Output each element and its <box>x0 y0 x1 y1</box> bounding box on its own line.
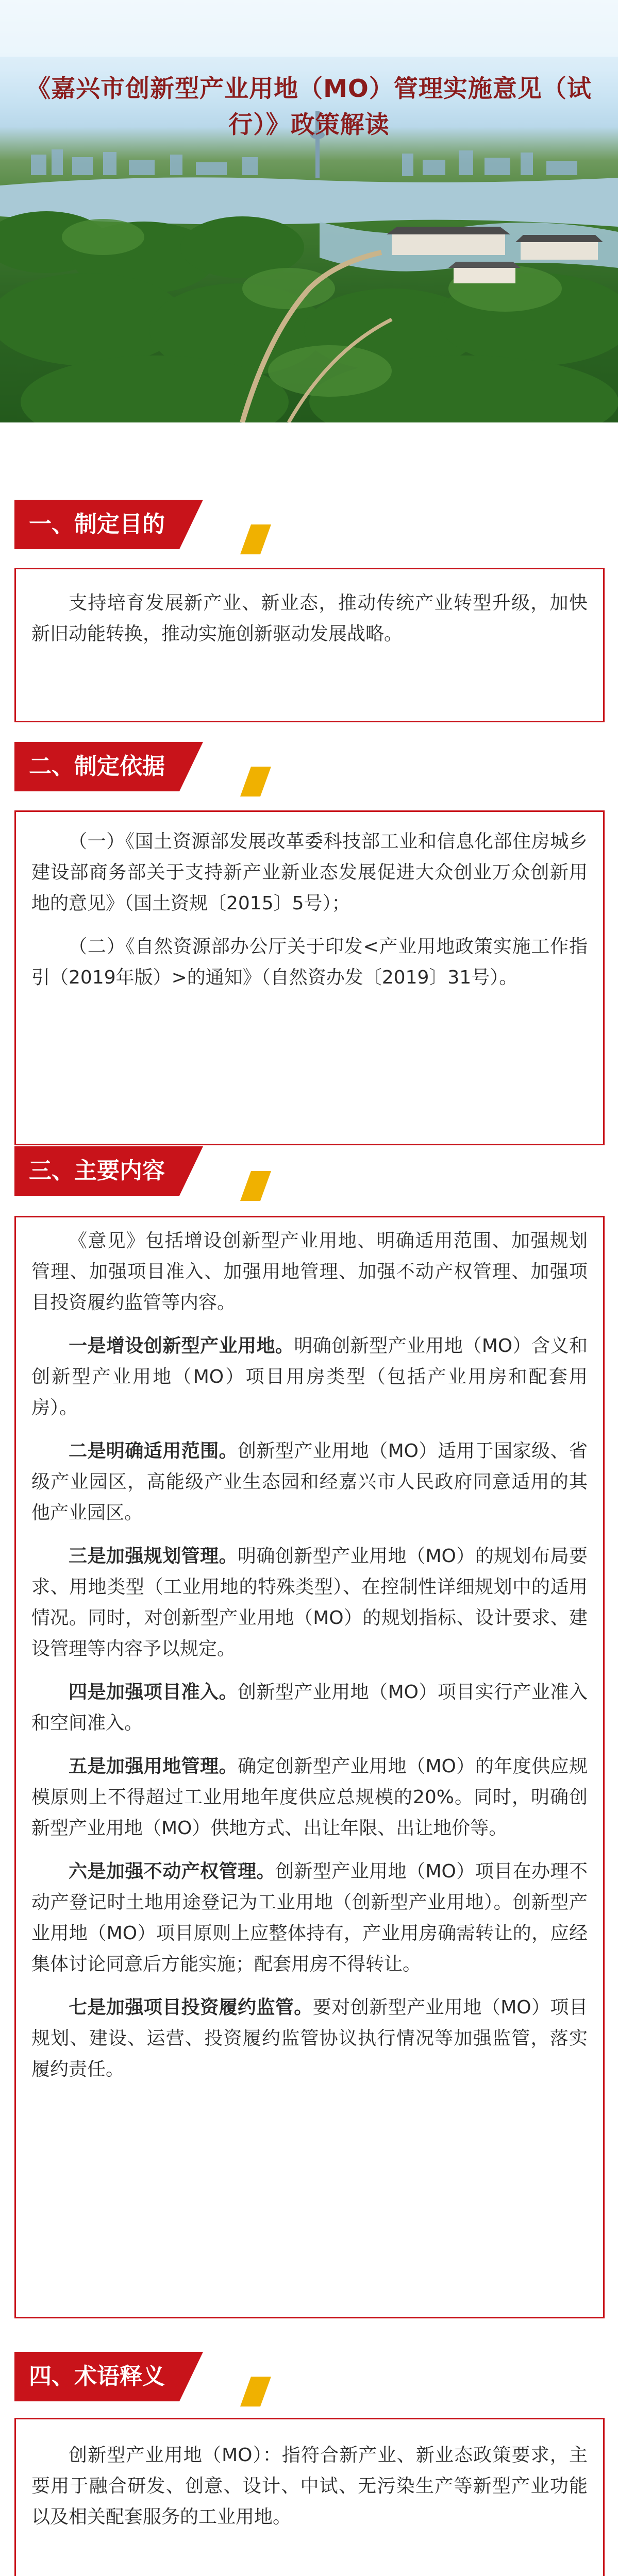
point-text: 明确创新型产业用地（MO）的规划布局要求、用地类型（工业用地的特殊类型）、在控制性详细规划中的适用情况。同时，对创新型产业用地（MO）的规划指标、设计要求、建设管理等内容予以规定。 <box>31 1546 588 1659</box>
point-lead: 四是加强项目准入。 <box>69 1682 238 1703</box>
point-text: 创新型产业用地（MO）项目在办理不动产登记时土地用途登记为工业用地（创新型产业用地）。创新型产业用地（MO）项目原则上应整体持有，产业用房确需转让的，应经集体讨论同意后方能实施；配套用房不得转让。 <box>31 1861 588 1975</box>
section-title: 三、主要内容 <box>14 1146 179 1196</box>
point-lead: 六是加强不动产权管理。 <box>69 1861 275 1882</box>
basis-item: （一）《国土资源部发展改革委科技部工业和信息化部住房城乡建设部商务部关于支持新产业新业态发展促进大众创业万众创新用地的意见》（国土资规〔2015〕5号）； <box>31 831 588 914</box>
point-lead: 二是明确适用范围。 <box>69 1440 238 1462</box>
content-point <box>31 1331 588 1423</box>
landscape-illustration <box>0 0 618 422</box>
content-box <box>14 1216 605 2318</box>
point-lead: 五是加强用地管理。 <box>69 1756 238 1777</box>
content-point <box>31 1541 588 1665</box>
point-text: 确定创新型产业用地（MO）的年度供应规模原则上不得超过工业用地年度供应总规模的20%。同时，明确创新型产业用地（MO）供地方式、出让年限、出让地价等。 <box>31 1756 588 1839</box>
section-title: 二、制定依据 <box>14 742 179 791</box>
content-point <box>31 1677 588 1739</box>
point-lead: 三是加强规划管理。 <box>69 1546 238 1567</box>
section-title: 四、术语释义 <box>14 2352 179 2401</box>
heading-decoration <box>240 524 271 554</box>
point-lead: 七是加强项目投资履约监管。 <box>69 1997 313 2018</box>
content-point <box>31 1856 588 1980</box>
terms-box <box>14 2418 605 2576</box>
heading-decoration <box>240 767 271 796</box>
content-point <box>31 1751 588 1844</box>
terms-text: 创新型产业用地（MO）：指符合新产业、新业态政策要求，主要用于融合研发、创意、设计、中试、无污染生产等新型产业功能以及相关配套服务的工业用地。 <box>31 2445 588 2528</box>
purpose-text: 支持培育发展新产业、新业态，推动传统产业转型升级，加快新旧动能转换，推动实施创新驱动发展战略。 <box>31 592 588 645</box>
heading-decoration <box>240 1171 271 1201</box>
purpose-box <box>14 568 605 722</box>
point-text: 要对创新型产业用地（MO）项目规划、建设、运营、投资履约监管协议执行情况等加强监管，落实履约责任。 <box>31 1997 588 2080</box>
content-point <box>31 1992 588 2085</box>
hero-banner <box>0 0 618 422</box>
basis-box <box>14 810 605 1145</box>
page-title: 《嘉兴市创新型产业用地（MO）管理实施意见（试行）》政策解读 <box>26 75 592 139</box>
point-text: 创新型产业用地（MO）适用于国家级、省级产业园区，高能级产业生态园和经嘉兴市人民政府同意适用的其他产业园区。 <box>31 1440 588 1523</box>
content-intro: 《意见》包括增设创新型产业用地、明确适用范围、加强规划管理、加强项目准入、加强用地管理、加强不动产权管理、加强项目投资履约监管等内容。 <box>31 1230 588 1313</box>
point-lead: 一是增设创新型产业用地。 <box>69 1335 294 1357</box>
heading-decoration <box>240 2377 271 2406</box>
point-text: 明确创新型产业用地（MO）含义和创新型产业用地（MO）项目用房类型（包括产业用房和配套用房）。 <box>31 1335 588 1418</box>
content-point <box>31 1436 588 1529</box>
basis-item: （二）《自然资源部办公厅关于印发<产业用地政策实施工作指引（2019年版）>的通知》（自然资办发〔2019〕31号）。 <box>31 936 588 988</box>
point-text: 创新型产业用地（MO）项目实行产业准入和空间准入。 <box>31 1682 588 1734</box>
section-title: 一、制定目的 <box>14 500 179 549</box>
